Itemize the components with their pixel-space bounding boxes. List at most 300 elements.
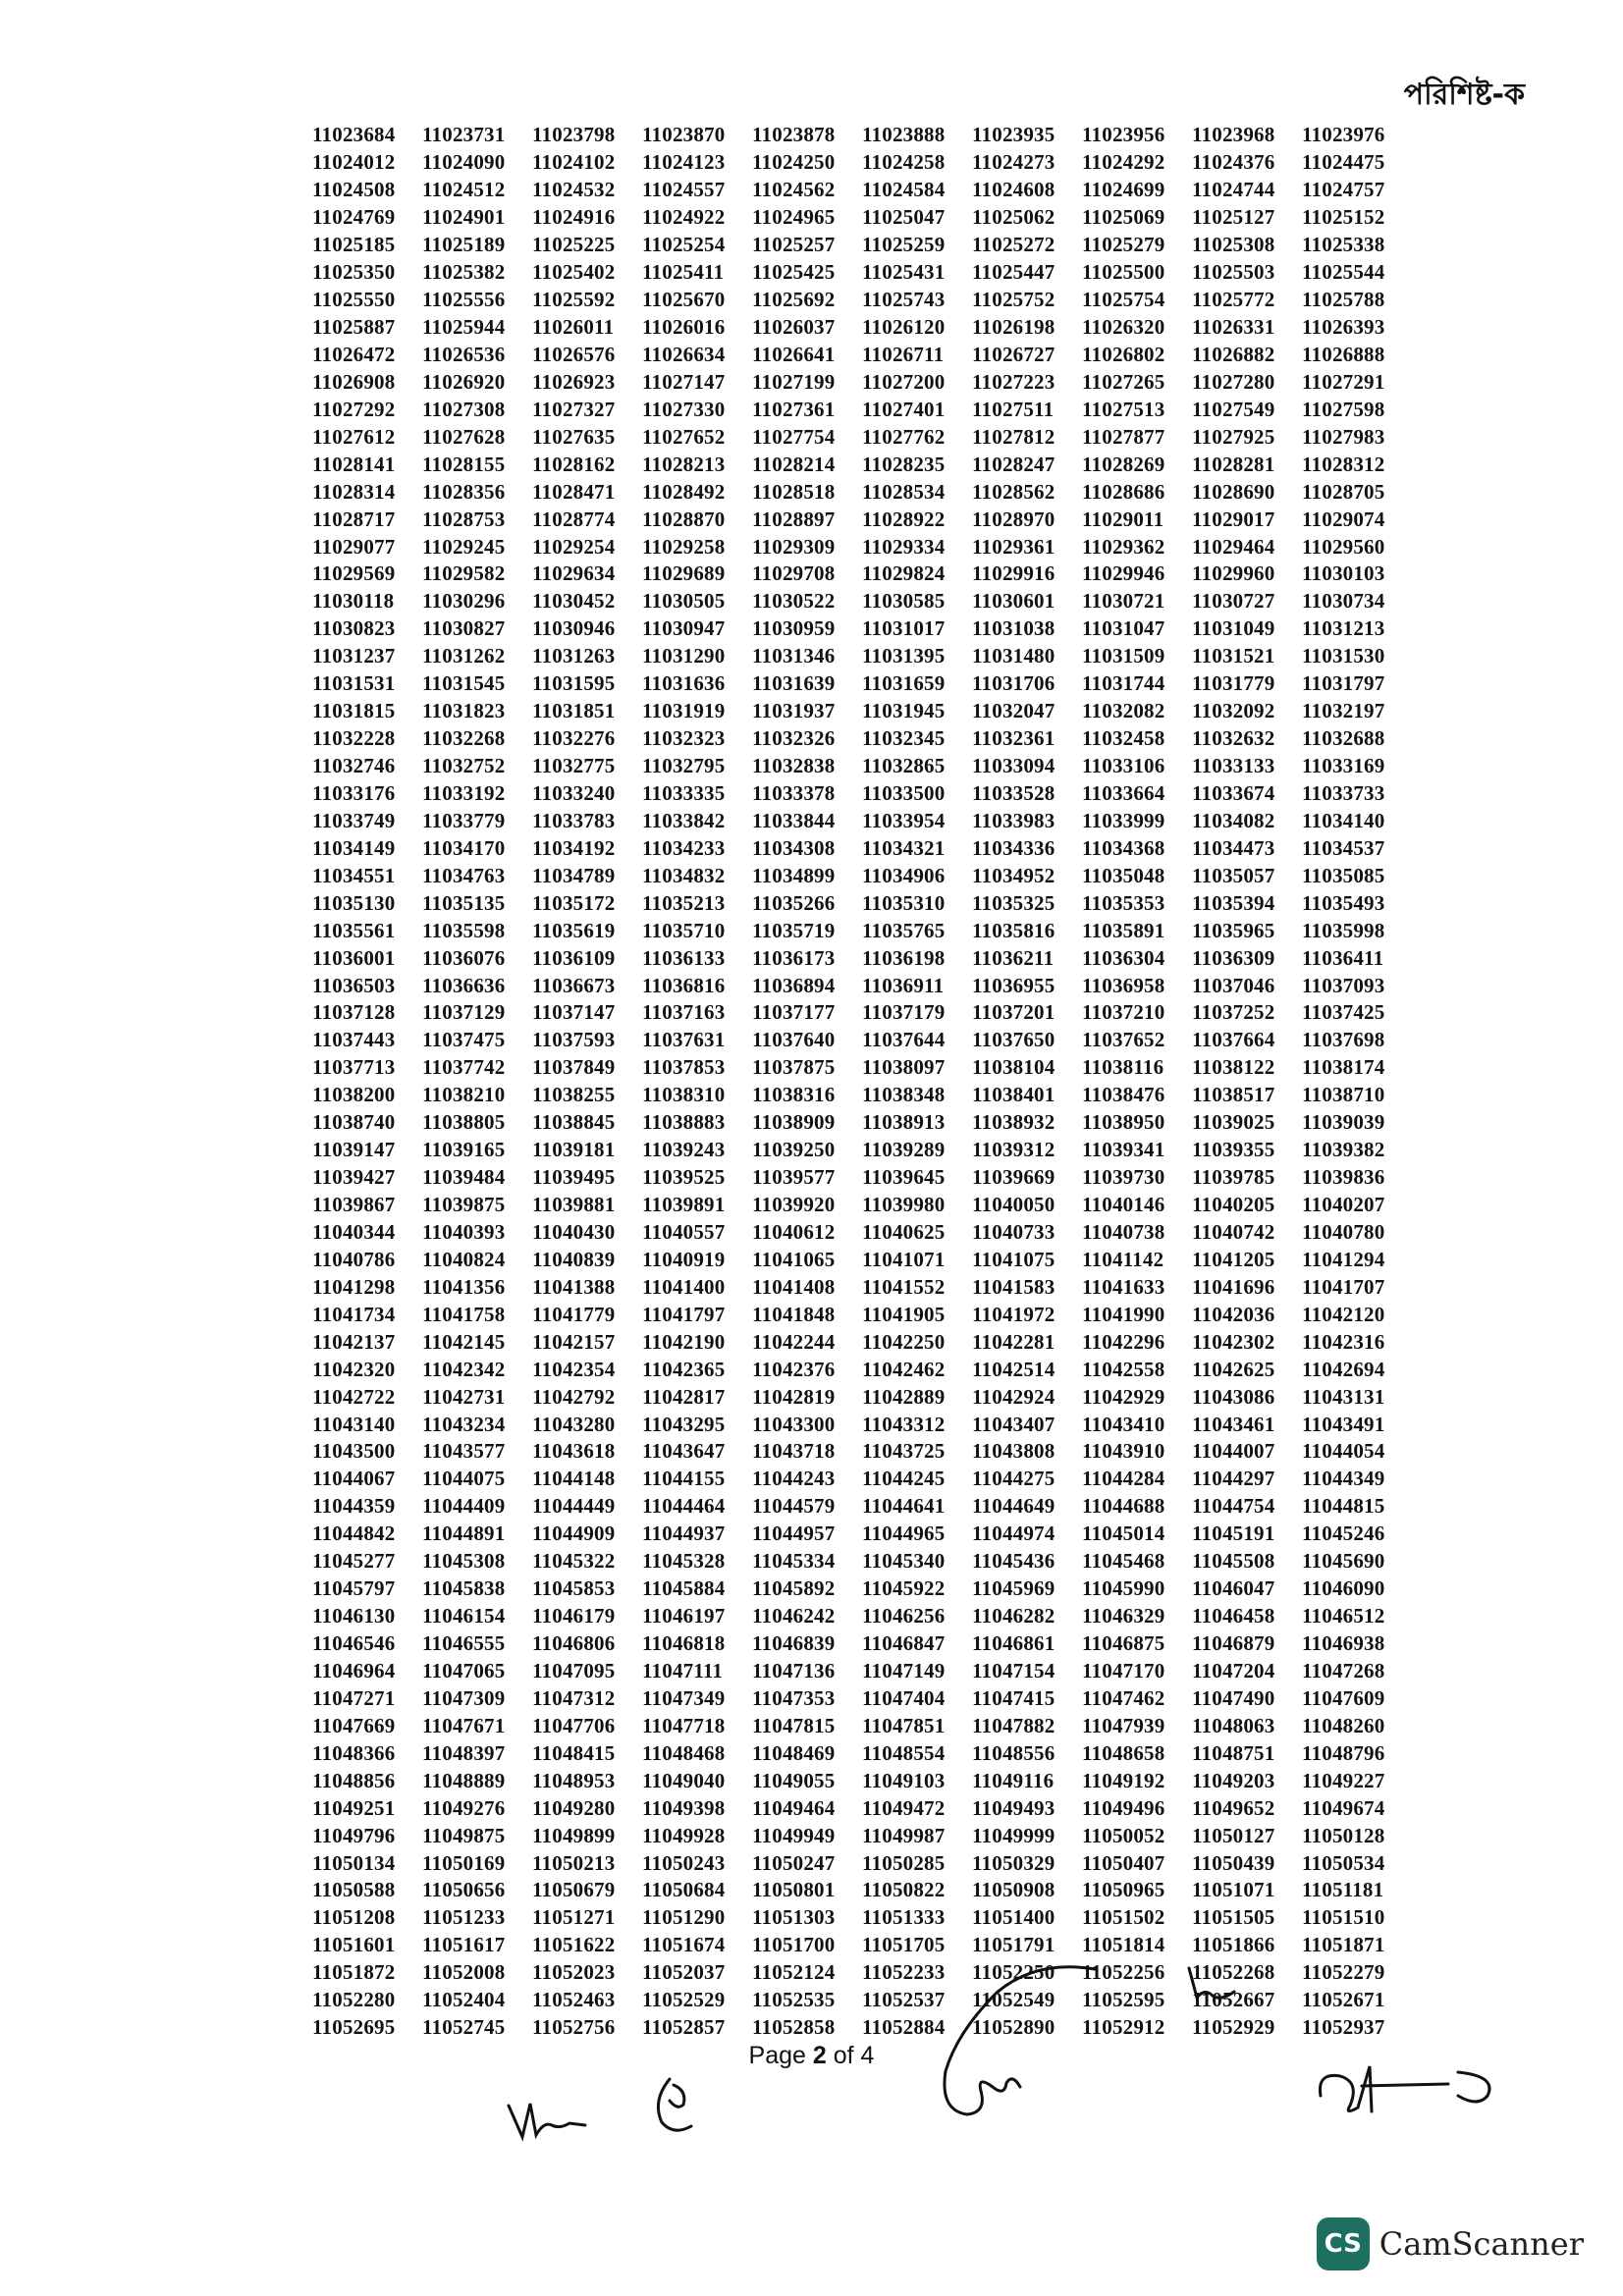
roll-number-cell: 11051333 bbox=[862, 1905, 946, 1930]
roll-number-cell: 11027628 bbox=[422, 424, 506, 449]
roll-number-cell: 11031213 bbox=[1302, 616, 1385, 641]
roll-number-cell: 11028897 bbox=[752, 507, 836, 531]
roll-number-cell: 11051705 bbox=[862, 1933, 946, 1957]
roll-number-cell: 11027925 bbox=[1192, 424, 1275, 449]
roll-number-cell: 11037713 bbox=[312, 1055, 396, 1080]
roll-number-cell: 11026641 bbox=[752, 342, 836, 366]
roll-number-cell: 11024769 bbox=[312, 205, 396, 230]
roll-number-cell: 11049227 bbox=[1302, 1768, 1385, 1792]
roll-number-cell: 11038710 bbox=[1302, 1083, 1385, 1107]
roll-number-cell: 11029560 bbox=[1302, 534, 1385, 559]
roll-number-cell: 11052037 bbox=[642, 1960, 726, 1985]
roll-number-cell: 11043234 bbox=[422, 1412, 506, 1436]
roll-number-cell: 11042558 bbox=[1082, 1357, 1165, 1381]
roll-number-cell: 11027513 bbox=[1082, 397, 1165, 421]
roll-number-cell: 11047170 bbox=[1082, 1658, 1165, 1682]
roll-number-cell: 11030601 bbox=[972, 589, 1055, 614]
roll-number-cell: 11032458 bbox=[1082, 726, 1165, 751]
roll-number-cell: 11044067 bbox=[312, 1467, 396, 1491]
roll-number-cell: 11039039 bbox=[1302, 1110, 1385, 1135]
roll-number-cell: 11028492 bbox=[642, 479, 726, 504]
roll-number-cell: 11032092 bbox=[1192, 699, 1275, 723]
roll-number-cell: 11040146 bbox=[1082, 1193, 1165, 1217]
roll-number-cell: 11044464 bbox=[642, 1494, 726, 1519]
roll-number-cell: 11025272 bbox=[972, 233, 1055, 257]
roll-number-cell: 11042157 bbox=[532, 1329, 616, 1354]
roll-number-cell: 11039891 bbox=[642, 1193, 726, 1217]
roll-number-cell: 11029361 bbox=[972, 534, 1055, 559]
roll-number-cell: 11042731 bbox=[422, 1384, 506, 1409]
roll-number-cell: 11034899 bbox=[752, 863, 836, 887]
roll-number-cell: 11040733 bbox=[972, 1219, 1055, 1244]
roll-number-cell: 11040207 bbox=[1302, 1193, 1385, 1217]
roll-number-cell: 11031636 bbox=[642, 671, 726, 696]
roll-number-cell: 11025350 bbox=[312, 260, 396, 285]
roll-number-cell: 11048415 bbox=[532, 1740, 616, 1765]
table-row bbox=[312, 1082, 1412, 1109]
table-row bbox=[312, 177, 1412, 204]
roll-number-cell: 11043718 bbox=[752, 1439, 836, 1464]
roll-number-cell: 11047154 bbox=[972, 1658, 1055, 1682]
page-prefix: Page bbox=[748, 2042, 813, 2069]
roll-number-cell: 11045246 bbox=[1302, 1522, 1385, 1546]
roll-number-cell: 11041071 bbox=[862, 1247, 946, 1271]
roll-number-cell: 11030296 bbox=[422, 589, 506, 614]
table-row bbox=[312, 1959, 1412, 1987]
roll-number-cell: 11043618 bbox=[532, 1439, 616, 1464]
table-row bbox=[312, 1137, 1412, 1164]
roll-number-cell: 11027877 bbox=[1082, 424, 1165, 449]
roll-number-cell: 11025257 bbox=[752, 233, 836, 257]
roll-number-cell: 11025185 bbox=[312, 233, 396, 257]
roll-number-cell: 11051872 bbox=[312, 1960, 396, 1985]
roll-number-cell: 11023870 bbox=[642, 123, 726, 147]
roll-number-cell: 11048796 bbox=[1302, 1740, 1385, 1765]
table-row bbox=[312, 287, 1412, 314]
roll-number-cell: 11036816 bbox=[642, 973, 726, 997]
roll-number-cell: 11024273 bbox=[972, 150, 1055, 175]
roll-number-cell: 11047312 bbox=[532, 1685, 616, 1710]
roll-number-cell: 11039355 bbox=[1192, 1138, 1275, 1162]
roll-number-cell: 11047671 bbox=[422, 1713, 506, 1737]
roll-number-cell: 11049280 bbox=[532, 1795, 616, 1820]
roll-number-cell: 11031346 bbox=[752, 644, 836, 668]
table-row bbox=[312, 1273, 1412, 1301]
roll-number-cell: 11033954 bbox=[862, 808, 946, 832]
roll-number-cell: 11044842 bbox=[312, 1522, 396, 1546]
roll-number-cell: 11029334 bbox=[862, 534, 946, 559]
roll-number-cell: 11051233 bbox=[422, 1905, 506, 1930]
roll-number-cell: 11035619 bbox=[532, 918, 616, 942]
roll-number-cell: 11046546 bbox=[312, 1631, 396, 1656]
roll-number-table bbox=[312, 122, 1412, 2042]
table-row bbox=[312, 506, 1412, 533]
roll-number-cell: 11029946 bbox=[1082, 561, 1165, 586]
roll-number-cell: 11041400 bbox=[642, 1274, 726, 1299]
roll-number-cell: 11052929 bbox=[1192, 2015, 1275, 2040]
roll-number-cell: 11043808 bbox=[972, 1439, 1055, 1464]
roll-number-cell: 11039730 bbox=[1082, 1165, 1165, 1190]
table-row bbox=[312, 478, 1412, 506]
roll-number-cell: 11037179 bbox=[862, 1000, 946, 1025]
roll-number-cell: 11033733 bbox=[1302, 780, 1385, 805]
roll-number-cell: 11045308 bbox=[422, 1549, 506, 1574]
roll-number-cell: 11027635 bbox=[532, 424, 616, 449]
roll-number-cell: 11044275 bbox=[972, 1467, 1055, 1491]
signature-1 bbox=[501, 2086, 589, 2145]
roll-number-cell: 11052124 bbox=[752, 1960, 836, 1985]
roll-number-cell: 11033133 bbox=[1192, 754, 1275, 778]
roll-number-cell: 11046197 bbox=[642, 1604, 726, 1629]
roll-number-cell: 11050965 bbox=[1082, 1878, 1165, 1902]
appendix-label: পরিশিষ্ট-ক bbox=[1403, 78, 1525, 112]
roll-number-cell: 11029011 bbox=[1082, 507, 1164, 531]
roll-number-cell: 11042929 bbox=[1082, 1384, 1165, 1409]
roll-number-cell: 11034140 bbox=[1302, 808, 1385, 832]
roll-number-cell: 11031263 bbox=[532, 644, 616, 668]
roll-number-cell: 11042625 bbox=[1192, 1357, 1275, 1381]
roll-number-cell: 11036673 bbox=[532, 973, 616, 997]
roll-number-cell: 11035085 bbox=[1302, 863, 1385, 887]
roll-number-cell: 11039289 bbox=[862, 1138, 946, 1162]
roll-number-cell: 11032795 bbox=[642, 754, 726, 778]
roll-number-cell: 11032752 bbox=[422, 754, 506, 778]
roll-number-cell: 11042514 bbox=[972, 1357, 1055, 1381]
roll-number-cell: 11025189 bbox=[422, 233, 506, 257]
roll-number-cell: 11043407 bbox=[972, 1412, 1055, 1436]
roll-number-cell: 11052745 bbox=[422, 2015, 506, 2040]
table-row bbox=[312, 1246, 1412, 1273]
table-row bbox=[312, 1192, 1412, 1219]
roll-number-cell: 11038517 bbox=[1192, 1083, 1275, 1107]
roll-number-cell: 11049055 bbox=[752, 1768, 836, 1792]
roll-number-cell: 11026727 bbox=[972, 342, 1055, 366]
roll-number-cell: 11039165 bbox=[422, 1138, 506, 1162]
roll-number-cell: 11026331 bbox=[1192, 315, 1275, 340]
roll-number-cell: 11028312 bbox=[1302, 452, 1385, 476]
roll-number-cell: 11042036 bbox=[1192, 1302, 1275, 1326]
roll-number-cell: 11037742 bbox=[422, 1055, 506, 1080]
roll-number-cell: 11046154 bbox=[422, 1604, 506, 1629]
roll-number-cell: 11035325 bbox=[972, 890, 1055, 915]
roll-number-cell: 11025225 bbox=[532, 233, 616, 257]
roll-number-cell: 11035135 bbox=[422, 890, 506, 915]
roll-number-cell: 11029464 bbox=[1192, 534, 1275, 559]
roll-number-cell: 11038316 bbox=[752, 1083, 836, 1107]
roll-number-cell: 11044284 bbox=[1082, 1467, 1165, 1491]
roll-number-cell: 11026908 bbox=[312, 369, 396, 394]
roll-number-cell: 11033674 bbox=[1192, 780, 1275, 805]
roll-number-cell: 11034537 bbox=[1302, 835, 1385, 860]
roll-number-cell: 11025500 bbox=[1082, 260, 1165, 285]
roll-number-cell: 11028356 bbox=[422, 479, 506, 504]
roll-number-cell: 11045468 bbox=[1082, 1549, 1165, 1574]
roll-number-cell: 11037443 bbox=[312, 1028, 396, 1052]
roll-number-cell: 11041779 bbox=[532, 1302, 616, 1326]
roll-number-cell: 11037631 bbox=[642, 1028, 726, 1052]
table-row bbox=[312, 643, 1412, 670]
roll-number-cell: 11039147 bbox=[312, 1138, 396, 1162]
roll-number-cell: 11044957 bbox=[752, 1522, 836, 1546]
roll-number-cell: 11027754 bbox=[752, 424, 836, 449]
roll-number-cell: 11036133 bbox=[642, 945, 726, 970]
roll-number-cell: 11046555 bbox=[422, 1631, 506, 1656]
roll-number-cell: 11031659 bbox=[862, 671, 946, 696]
roll-number-cell: 11028774 bbox=[532, 507, 616, 531]
roll-number-cell: 11027983 bbox=[1302, 424, 1385, 449]
table-row bbox=[312, 1328, 1412, 1356]
roll-number-cell: 11029074 bbox=[1302, 507, 1385, 531]
table-row bbox=[312, 1630, 1412, 1658]
roll-number-cell: 11028686 bbox=[1082, 479, 1165, 504]
roll-number-cell: 11024562 bbox=[752, 178, 836, 202]
roll-number-cell: 11025887 bbox=[312, 315, 396, 340]
roll-number-cell: 11036211 bbox=[972, 945, 1055, 970]
signature-5 bbox=[1311, 2056, 1507, 2125]
roll-number-cell: 11040393 bbox=[422, 1219, 506, 1244]
roll-number-cell: 11042244 bbox=[752, 1329, 836, 1354]
roll-number-cell: 11047268 bbox=[1302, 1658, 1385, 1682]
roll-number-cell: 11031262 bbox=[422, 644, 506, 668]
roll-number-cell: 11038805 bbox=[422, 1110, 506, 1135]
roll-number-cell: 11042354 bbox=[532, 1357, 616, 1381]
roll-number-cell: 11031919 bbox=[642, 699, 726, 723]
roll-number-cell: 11042365 bbox=[642, 1357, 726, 1381]
table-row bbox=[312, 259, 1412, 287]
roll-number-cell: 11030452 bbox=[532, 589, 616, 614]
table-row bbox=[312, 342, 1412, 369]
roll-number-cell: 11025788 bbox=[1302, 288, 1385, 312]
roll-number-cell: 11036411 bbox=[1302, 945, 1384, 970]
roll-number-cell: 11045334 bbox=[752, 1549, 836, 1574]
roll-number-cell: 11027200 bbox=[862, 369, 946, 394]
roll-number-cell: 11039341 bbox=[1082, 1138, 1165, 1162]
roll-number-cell: 11032228 bbox=[312, 726, 396, 751]
roll-number-cell: 11023968 bbox=[1192, 123, 1275, 147]
roll-number-cell: 11046847 bbox=[862, 1631, 946, 1656]
roll-number-cell: 11041848 bbox=[752, 1302, 836, 1326]
roll-number-cell: 11044754 bbox=[1192, 1494, 1275, 1519]
roll-number-cell: 11034551 bbox=[312, 863, 396, 887]
roll-number-cell: 11030721 bbox=[1082, 589, 1165, 614]
roll-number-cell: 11026802 bbox=[1082, 342, 1165, 366]
roll-number-cell: 11042190 bbox=[642, 1329, 726, 1354]
roll-number-cell: 11049652 bbox=[1192, 1795, 1275, 1820]
roll-number-cell: 11039867 bbox=[312, 1193, 396, 1217]
roll-number-cell: 11047462 bbox=[1082, 1685, 1165, 1710]
roll-number-cell: 11048856 bbox=[312, 1768, 396, 1792]
roll-number-cell: 11025338 bbox=[1302, 233, 1385, 257]
roll-number-cell: 11051814 bbox=[1082, 1933, 1165, 1957]
roll-number-cell: 11031639 bbox=[752, 671, 836, 696]
table-row bbox=[312, 1438, 1412, 1466]
table-row bbox=[312, 451, 1412, 478]
roll-number-cell: 11025411 bbox=[642, 260, 725, 285]
table-row bbox=[312, 1712, 1412, 1739]
roll-number-cell: 11042819 bbox=[752, 1384, 836, 1409]
roll-number-cell: 11037177 bbox=[752, 1000, 836, 1025]
roll-number-cell: 11031779 bbox=[1192, 671, 1275, 696]
roll-number-cell: 11045191 bbox=[1192, 1522, 1275, 1546]
roll-number-cell: 11050801 bbox=[752, 1878, 836, 1902]
table-row bbox=[312, 1164, 1412, 1192]
roll-number-cell: 11033842 bbox=[642, 808, 726, 832]
roll-number-cell: 11049493 bbox=[972, 1795, 1055, 1820]
roll-number-cell: 11050329 bbox=[972, 1850, 1055, 1875]
roll-number-cell: 11029017 bbox=[1192, 507, 1275, 531]
roll-number-cell: 11052756 bbox=[532, 2015, 616, 2040]
roll-number-cell: 11050169 bbox=[422, 1850, 506, 1875]
roll-number-cell: 11031509 bbox=[1082, 644, 1165, 668]
roll-number-cell: 11045508 bbox=[1192, 1549, 1275, 1574]
roll-number-cell: 11041388 bbox=[532, 1274, 616, 1299]
roll-number-cell: 11049203 bbox=[1192, 1768, 1275, 1792]
roll-number-cell: 11039881 bbox=[532, 1193, 616, 1217]
roll-number-cell: 11051271 bbox=[532, 1905, 616, 1930]
roll-number-cell: 11043295 bbox=[642, 1412, 726, 1436]
roll-number-cell: 11035266 bbox=[752, 890, 836, 915]
roll-number-cell: 11049928 bbox=[642, 1823, 726, 1847]
roll-number-cell: 11052233 bbox=[862, 1960, 946, 1985]
roll-number-cell: 11042145 bbox=[422, 1329, 506, 1354]
roll-number-cell: 11046130 bbox=[312, 1604, 396, 1629]
roll-number-cell: 11043312 bbox=[862, 1412, 946, 1436]
roll-number-cell: 11036173 bbox=[752, 945, 836, 970]
roll-number-cell: 11024258 bbox=[862, 150, 946, 175]
table-row bbox=[312, 972, 1412, 999]
roll-number-cell: 11023878 bbox=[752, 123, 836, 147]
roll-number-cell: 11033528 bbox=[972, 780, 1055, 805]
roll-number-cell: 11052256 bbox=[1082, 1960, 1165, 1985]
roll-number-cell: 11051502 bbox=[1082, 1905, 1165, 1930]
roll-number-cell: 11027598 bbox=[1302, 397, 1385, 421]
roll-number-cell: 11051510 bbox=[1302, 1905, 1385, 1930]
roll-number-cell: 11047706 bbox=[532, 1713, 616, 1737]
roll-number-cell: 11038476 bbox=[1082, 1083, 1165, 1107]
roll-number-cell: 11026320 bbox=[1082, 315, 1165, 340]
roll-number-cell: 11049999 bbox=[972, 1823, 1055, 1847]
roll-number-cell: 11042694 bbox=[1302, 1357, 1385, 1381]
roll-number-cell: 11038932 bbox=[972, 1110, 1055, 1135]
roll-number-cell: 11049875 bbox=[422, 1823, 506, 1847]
roll-number-cell: 11036304 bbox=[1082, 945, 1165, 970]
roll-number-cell: 11038883 bbox=[642, 1110, 726, 1135]
roll-number-cell: 11023731 bbox=[422, 123, 506, 147]
roll-number-cell: 11040919 bbox=[642, 1247, 726, 1271]
roll-number-cell: 11038200 bbox=[312, 1083, 396, 1107]
roll-number-cell: 11028471 bbox=[532, 479, 616, 504]
roll-number-cell: 11044054 bbox=[1302, 1439, 1385, 1464]
roll-number-cell: 11051601 bbox=[312, 1933, 396, 1957]
table-row bbox=[312, 670, 1412, 698]
roll-number-cell: 11041797 bbox=[642, 1302, 726, 1326]
roll-number-cell: 11043086 bbox=[1192, 1384, 1275, 1409]
roll-number-cell: 11052667 bbox=[1192, 1988, 1275, 2012]
roll-number-cell: 11034192 bbox=[532, 835, 616, 860]
roll-number-cell: 11041075 bbox=[972, 1247, 1055, 1271]
roll-number-cell: 11037849 bbox=[532, 1055, 616, 1080]
roll-number-cell: 11047149 bbox=[862, 1658, 946, 1682]
roll-number-cell: 11040344 bbox=[312, 1219, 396, 1244]
roll-number-cell: 11035172 bbox=[532, 890, 616, 915]
roll-number-cell: 11025544 bbox=[1302, 260, 1385, 285]
roll-number-cell: 11038255 bbox=[532, 1083, 616, 1107]
roll-number-cell: 11031521 bbox=[1192, 644, 1275, 668]
roll-number-cell: 11029708 bbox=[752, 561, 836, 586]
signature-4 bbox=[1183, 1958, 1242, 2017]
roll-number-cell: 11040205 bbox=[1192, 1193, 1275, 1217]
table-row bbox=[312, 423, 1412, 451]
roll-number-cell: 11042120 bbox=[1302, 1302, 1385, 1326]
roll-number-cell: 11027327 bbox=[532, 397, 616, 421]
roll-number-cell: 11041583 bbox=[972, 1274, 1055, 1299]
roll-number-cell: 11037475 bbox=[422, 1028, 506, 1052]
roll-number-cell: 11033094 bbox=[972, 754, 1055, 778]
roll-number-cell: 11028753 bbox=[422, 507, 506, 531]
roll-number-cell: 11039243 bbox=[642, 1138, 726, 1162]
roll-number-cell: 11033378 bbox=[752, 780, 836, 805]
roll-number-cell: 11033983 bbox=[972, 808, 1055, 832]
roll-number-cell: 11024376 bbox=[1192, 150, 1275, 175]
roll-number-cell: 11045328 bbox=[642, 1549, 726, 1574]
roll-number-cell: 11031595 bbox=[532, 671, 616, 696]
roll-number-cell: 11042889 bbox=[862, 1384, 946, 1409]
roll-number-cell: 11032276 bbox=[532, 726, 616, 751]
roll-number-cell: 11042250 bbox=[862, 1329, 946, 1354]
roll-number-cell: 11024532 bbox=[532, 178, 616, 202]
roll-number-cell: 11031290 bbox=[642, 644, 726, 668]
roll-number-cell: 11052937 bbox=[1302, 2015, 1385, 2040]
roll-number-cell: 11024757 bbox=[1302, 178, 1385, 202]
roll-number-cell: 11029824 bbox=[862, 561, 946, 586]
roll-number-cell: 11050127 bbox=[1192, 1823, 1275, 1847]
roll-number-cell: 11032838 bbox=[752, 754, 836, 778]
roll-number-cell: 11040625 bbox=[862, 1219, 946, 1244]
table-row bbox=[312, 1658, 1412, 1685]
roll-number-cell: 11032197 bbox=[1302, 699, 1385, 723]
roll-number-cell: 11041298 bbox=[312, 1274, 396, 1299]
roll-number-cell: 11037664 bbox=[1192, 1028, 1275, 1052]
roll-number-cell: 11029258 bbox=[642, 534, 726, 559]
table-row bbox=[312, 533, 1412, 561]
roll-number-cell: 11050588 bbox=[312, 1878, 396, 1902]
roll-number-cell: 11035998 bbox=[1302, 918, 1385, 942]
roll-number-cell: 11047669 bbox=[312, 1713, 396, 1737]
roll-number-cell: 11047095 bbox=[532, 1658, 616, 1682]
roll-number-cell: 11030727 bbox=[1192, 589, 1275, 614]
roll-number-cell: 11051791 bbox=[972, 1933, 1055, 1957]
roll-number-cell: 11052549 bbox=[972, 1988, 1055, 2012]
roll-number-cell: 11024012 bbox=[312, 150, 396, 175]
roll-number-cell: 11029916 bbox=[972, 561, 1055, 586]
roll-number-cell: 11041707 bbox=[1302, 1274, 1385, 1299]
roll-number-cell: 11036894 bbox=[752, 973, 836, 997]
roll-number-cell: 11046938 bbox=[1302, 1631, 1385, 1656]
roll-number-cell: 11037652 bbox=[1082, 1028, 1165, 1052]
roll-number-cell: 11044937 bbox=[642, 1522, 726, 1546]
roll-number-cell: 11030505 bbox=[642, 589, 726, 614]
roll-number-cell: 11047851 bbox=[862, 1713, 946, 1737]
roll-number-cell: 11038401 bbox=[972, 1083, 1055, 1107]
roll-number-cell: 11031744 bbox=[1082, 671, 1165, 696]
camscanner-watermark bbox=[1317, 2217, 1584, 2270]
table-row bbox=[312, 204, 1412, 232]
roll-number-cell: 11043577 bbox=[422, 1439, 506, 1464]
roll-number-cell: 11026920 bbox=[422, 369, 506, 394]
roll-number-cell: 11039980 bbox=[862, 1193, 946, 1217]
roll-number-cell: 11026393 bbox=[1302, 315, 1385, 340]
roll-number-cell: 11043280 bbox=[532, 1412, 616, 1436]
